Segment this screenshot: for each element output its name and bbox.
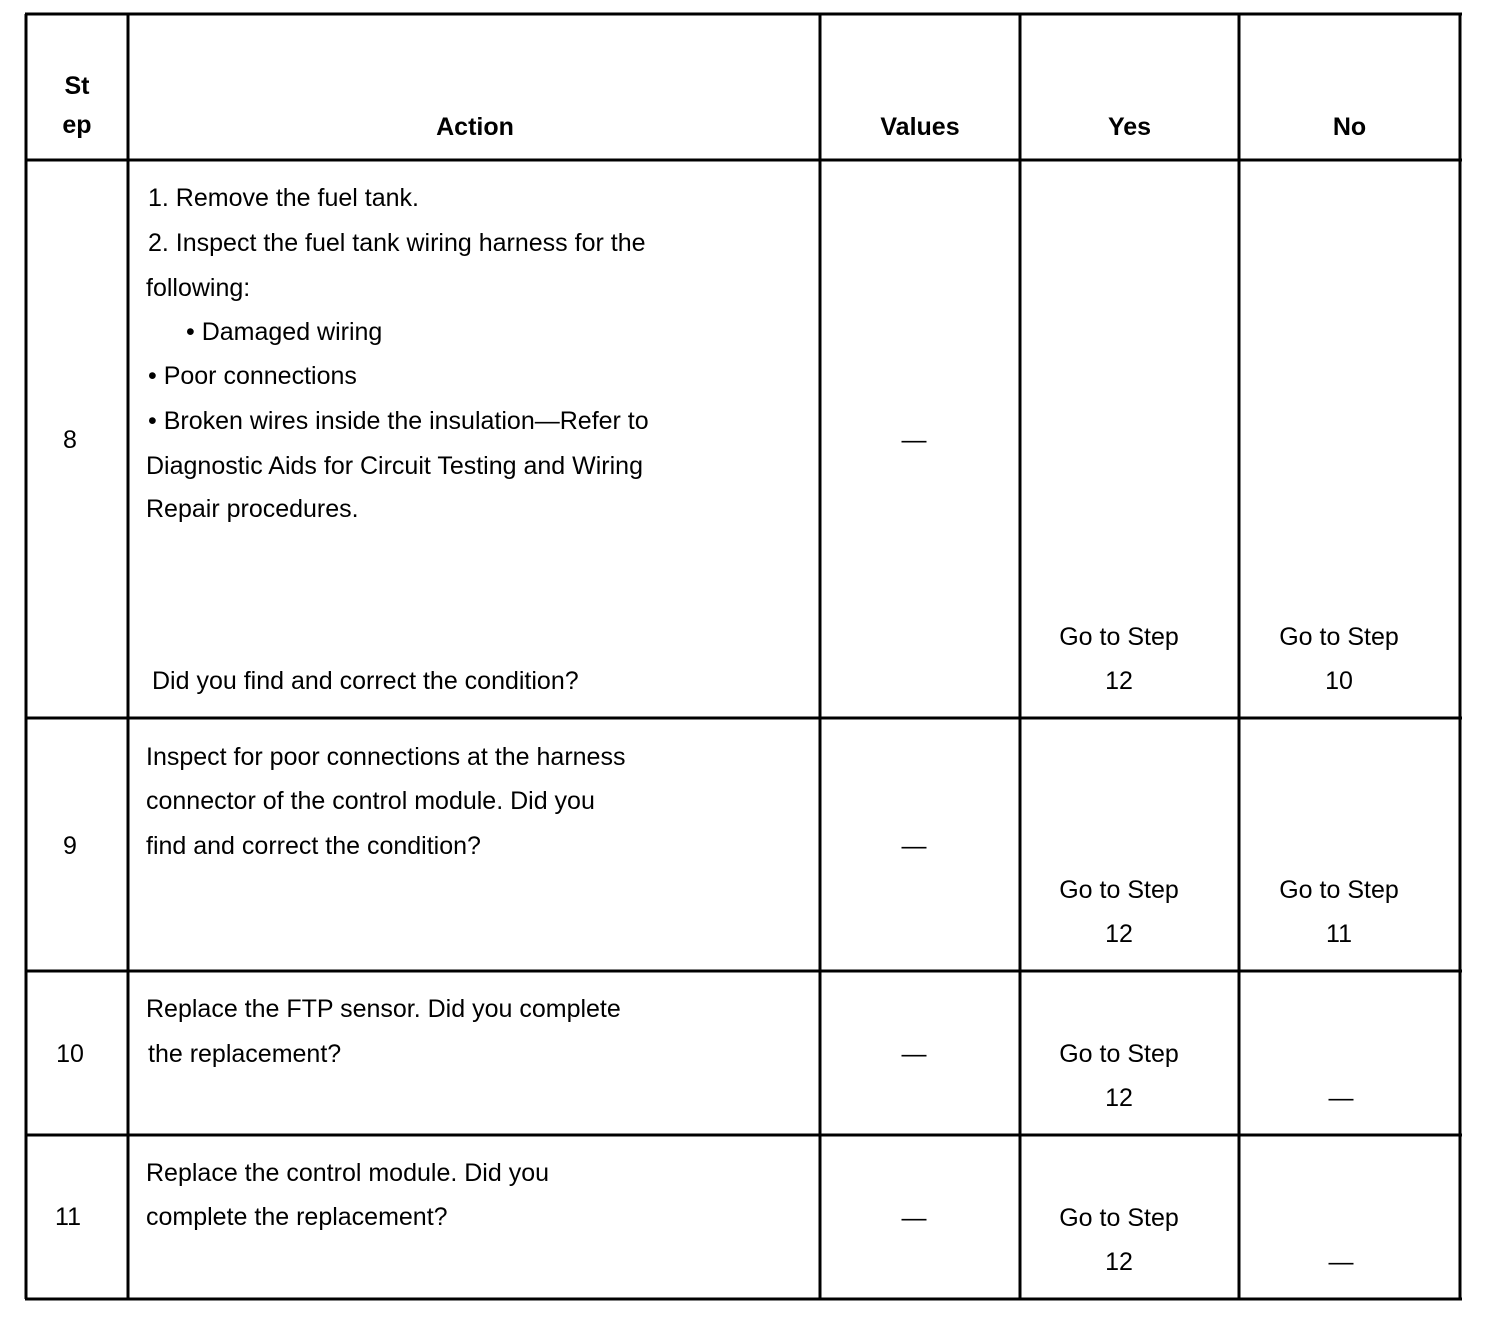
header-no: No <box>1332 113 1367 141</box>
row-8-action-line-8: Repair procedures. <box>146 495 359 523</box>
row-8-step: 8 <box>63 426 77 454</box>
row-11-yes: Go to Step 12 <box>1059 1204 1179 1276</box>
row-8-action-line-2: 2. Inspect the fuel tank wiring harness for the <box>148 229 646 257</box>
row-9-action-line-2: connector of the control module. Did you <box>146 787 595 815</box>
row-11-action-line-1: Replace the control module. Did you <box>146 1159 550 1187</box>
row-10-yes: Go to Step 12 <box>1059 1040 1179 1112</box>
row-11-no: — <box>1328 1248 1354 1276</box>
row-11-action-line-2: complete the replacement? <box>146 1203 448 1231</box>
row-8-action-line-3: following: <box>146 274 251 302</box>
header-yes: Yes <box>1107 113 1152 141</box>
row-8-action-line-5: • Poor connections <box>148 362 357 390</box>
row-10-action-line-2: the replacement? <box>148 1040 342 1068</box>
header-action: Action <box>436 113 514 141</box>
header-values: Values <box>880 113 960 141</box>
row-10-values: — <box>901 1040 927 1068</box>
row-8-action-line-4: • Damaged wiring <box>186 318 383 346</box>
row-8-yes: Go to Step 12 <box>1059 623 1179 695</box>
row-10-no: — <box>1328 1084 1354 1112</box>
header-step: St ep <box>62 72 92 139</box>
row-8-no: Go to Step 10 <box>1279 623 1399 695</box>
row-11-step: 11 <box>55 1203 81 1231</box>
row-8-action-line-6: • Broken wires inside the insulation—Refer to <box>148 407 649 435</box>
row-9-action-line-1: Inspect for poor connections at the harness <box>146 743 626 771</box>
row-11-values: — <box>901 1204 927 1232</box>
row-9-action-line-3: find and correct the condition? <box>146 832 481 860</box>
row-8-question: Did you find and correct the condition? <box>152 667 579 695</box>
row-9-step: 9 <box>63 832 77 860</box>
row-9-values: — <box>901 832 927 860</box>
row-10-step: 10 <box>56 1040 84 1068</box>
row-8-values: — <box>901 426 927 454</box>
row-9-yes: Go to Step 12 <box>1059 876 1179 948</box>
row-10-action-line-1: Replace the FTP sensor. Did you complete <box>146 995 621 1023</box>
row-8-action-line-7: Diagnostic Aids for Circuit Testing and Wiring <box>146 452 643 480</box>
row-8-action-line-1: 1. Remove the fuel tank. <box>148 184 419 212</box>
row-9-no: Go to Step 11 <box>1279 876 1399 948</box>
